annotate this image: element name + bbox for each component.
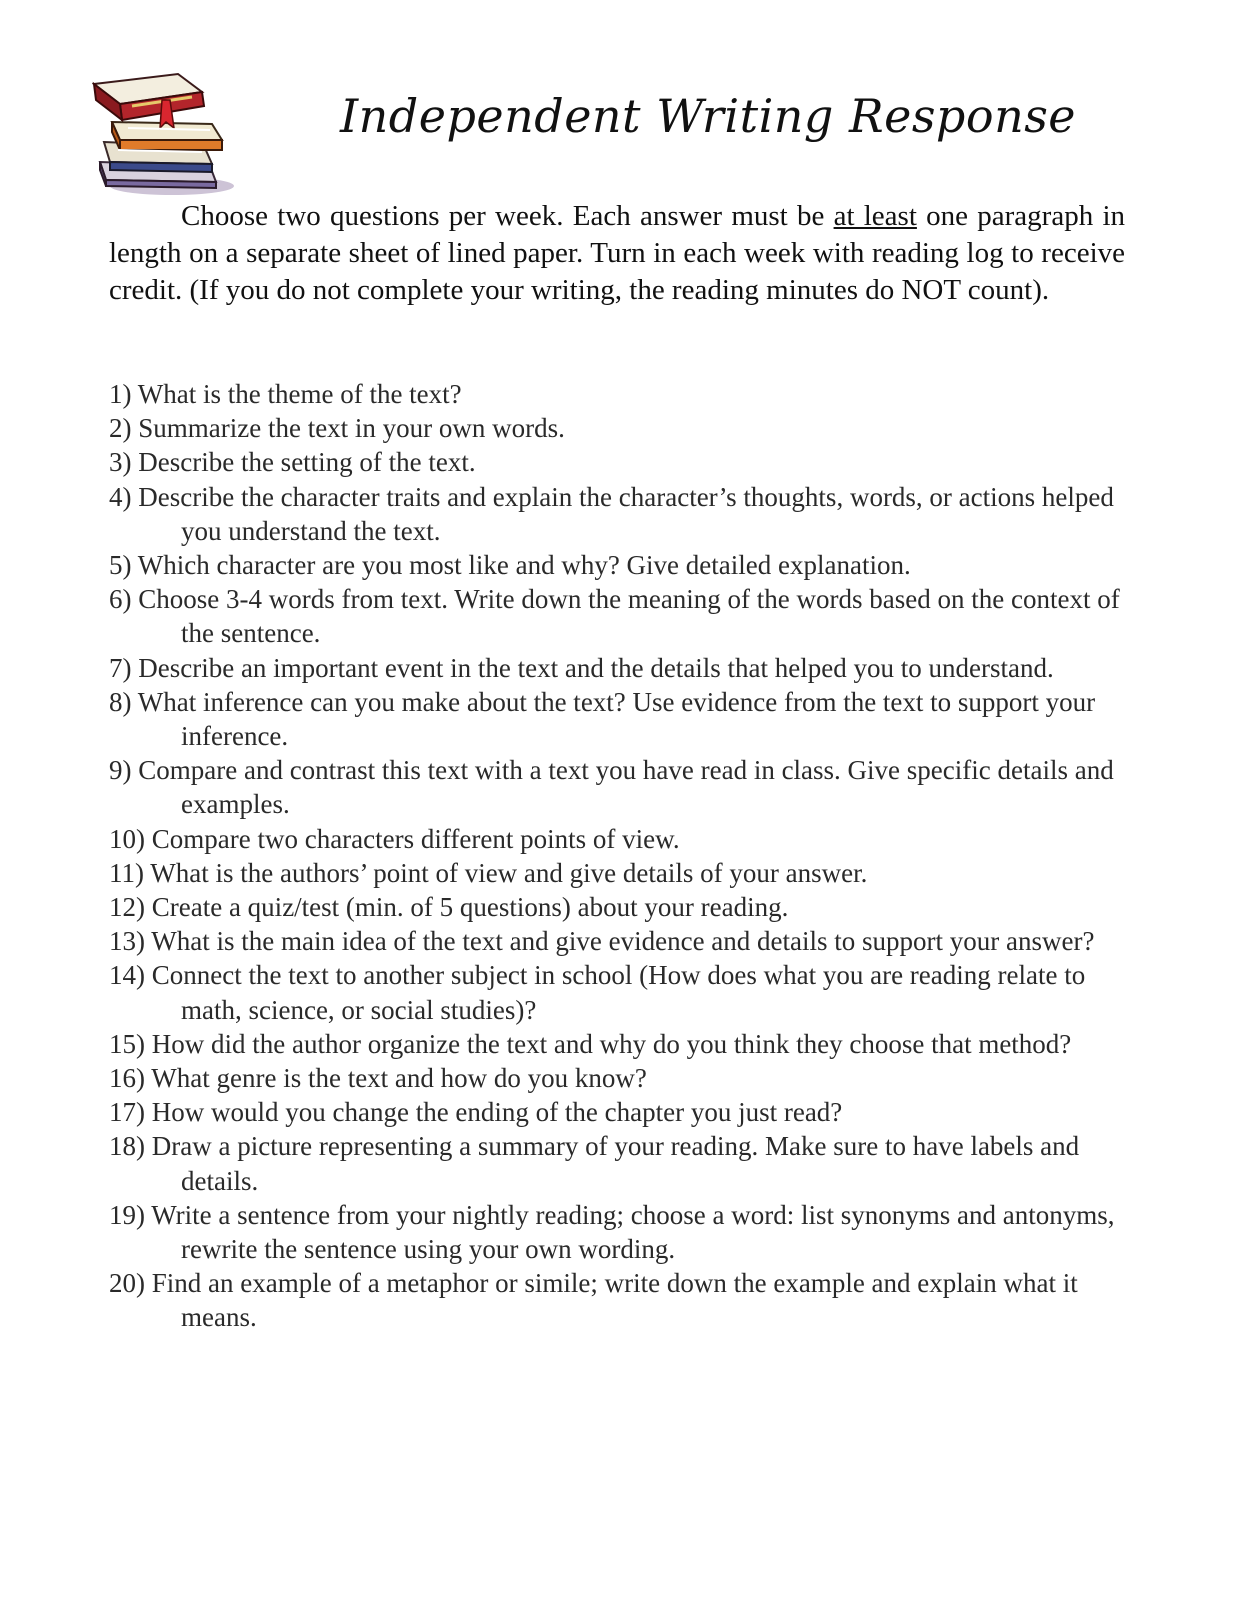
question-text: Describe the character traits and explain the character’s thoughts, words, or actions helped you understand the text. xyxy=(138,481,1114,546)
question-item xyxy=(109,377,1129,411)
question-number: 2) xyxy=(109,413,132,444)
question-item xyxy=(109,582,1129,650)
question-item xyxy=(109,1061,1129,1095)
question-number: 19) xyxy=(109,1199,145,1230)
question-item xyxy=(109,924,1129,958)
question-text: Connect the text to another subject in school (How does what you are reading relate to math, science, or social studies)? xyxy=(151,960,1086,1025)
question-number: 4) xyxy=(109,481,132,512)
question-text: Describe the setting of the text. xyxy=(138,447,476,478)
question-number: 17) xyxy=(109,1097,145,1128)
question-text: How did the author organize the text and why do you think they choose that method? xyxy=(151,1028,1072,1059)
question-number: 8) xyxy=(109,686,132,717)
question-number: 20) xyxy=(109,1268,145,1299)
question-item xyxy=(109,548,1129,582)
question-text: Which character are you most like and why? Give detailed explanation. xyxy=(137,550,911,581)
question-item xyxy=(109,1095,1129,1129)
question-item xyxy=(109,651,1129,685)
question-number: 6) xyxy=(109,584,132,615)
question-number: 11) xyxy=(109,857,144,888)
question-text: What is the authors’ point of view and give details of your answer. xyxy=(150,857,868,888)
instructions-part-2: one paragraph in length on a separate sheet of lined paper. Turn in each week with reading log to receive credit. (If you do not complete your writing, the reading minutes do NOT count). xyxy=(109,200,1125,306)
question-text: How would you change the ending of the chapter you just read? xyxy=(151,1097,843,1128)
question-text: Summarize the text in your own words. xyxy=(138,413,565,444)
question-text: Find an example of a metaphor or simile; write down the example and explain what it means. xyxy=(151,1268,1078,1333)
question-item xyxy=(109,856,1129,890)
instructions-paragraph xyxy=(109,198,1125,309)
stack-of-books-icon xyxy=(92,70,240,198)
question-list xyxy=(109,377,1129,1335)
question-number: 16) xyxy=(109,1063,145,1094)
question-text: Compare two characters different points of view. xyxy=(151,823,680,854)
question-item xyxy=(109,1266,1129,1334)
question-item xyxy=(109,1027,1129,1061)
question-number: 5) xyxy=(109,550,132,581)
question-text: What is the main idea of the text and give evidence and details to support your answer? xyxy=(151,926,1095,957)
page-title: Independent Writing Response xyxy=(340,89,1077,143)
question-item xyxy=(109,958,1129,1026)
question-text: What inference can you make about the text? Use evidence from the text to support your inference. xyxy=(137,686,1096,752)
question-text: What is the theme of the text? xyxy=(137,379,462,409)
question-number: 7) xyxy=(109,652,132,683)
question-item xyxy=(109,1198,1129,1266)
instructions-part-1: Choose two questions per week. Each answer must be xyxy=(181,200,834,232)
question-text: Create a quiz/test (min. of 5 questions) about your reading. xyxy=(151,892,789,923)
question-item xyxy=(109,480,1129,548)
question-number: 13) xyxy=(109,926,145,957)
question-text: Write a sentence from your nightly reading; choose a word: list synonyms and antonyms, rewrite the sentence using your own wording. xyxy=(151,1199,1115,1265)
question-item xyxy=(109,753,1129,821)
question-text: Choose 3-4 words from text. Write down the meaning of the words based on the context of the sentence. xyxy=(138,584,1120,649)
question-item xyxy=(109,890,1129,924)
question-text: Draw a picture representing a summary of your reading. Make sure to have labels and details. xyxy=(151,1131,1080,1196)
question-item xyxy=(109,822,1129,856)
question-item xyxy=(109,685,1129,753)
question-number: 14) xyxy=(109,960,145,991)
question-item xyxy=(109,445,1129,479)
question-text: Describe an important event in the text and the details that helped you to understand. xyxy=(138,652,1054,683)
question-number: 9) xyxy=(109,755,132,786)
question-number: 3) xyxy=(109,447,132,478)
question-number: 10) xyxy=(109,823,145,854)
question-number: 15) xyxy=(109,1028,145,1059)
question-number: 1) xyxy=(109,379,132,409)
question-number: 12) xyxy=(109,892,145,923)
instructions-emphasis: at least xyxy=(833,200,917,232)
question-item xyxy=(109,411,1129,445)
question-text: What genre is the text and how do you know? xyxy=(151,1063,647,1094)
question-text: Compare and contrast this text with a text you have read in class. Give specific details and examples. xyxy=(138,755,1114,820)
question-item xyxy=(109,1129,1129,1197)
question-number: 18) xyxy=(109,1131,145,1162)
